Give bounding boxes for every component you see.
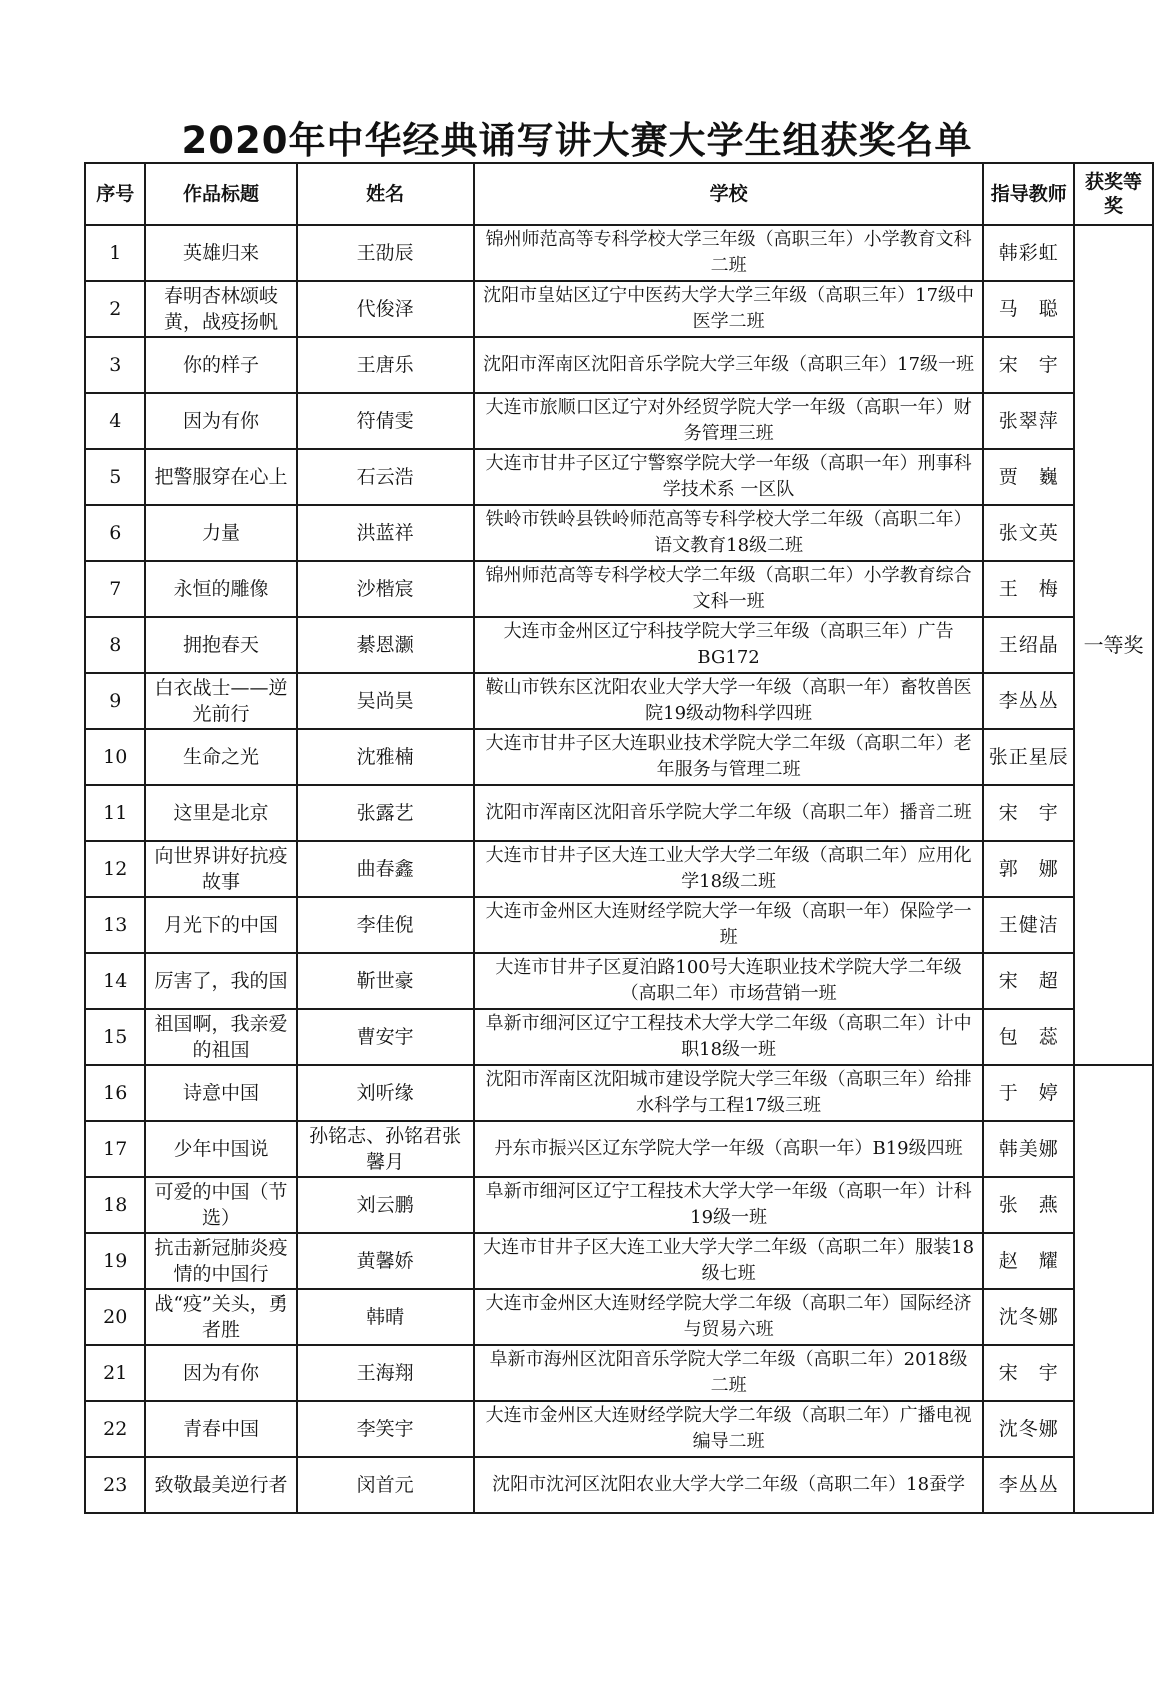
row-work-title: 祖国啊，我亲爱的祖国 (145, 1009, 296, 1065)
row-work-title: 月光下的中国 (145, 897, 296, 953)
header-no: 序号 (85, 163, 145, 225)
row-no: 20 (85, 1289, 145, 1345)
table-row (85, 953, 1153, 1009)
row-school: 大连市金州区辽宁科技学院大学三年级（高职三年）广告BG172 (474, 617, 984, 673)
award-roster-table (84, 162, 1154, 1514)
row-work-title: 白衣战士——逆光前行 (145, 673, 296, 729)
row-no: 21 (85, 1345, 145, 1401)
row-work-title: 致敬最美逆行者 (145, 1457, 296, 1513)
row-no: 9 (85, 673, 145, 729)
row-work-title: 把警服穿在心上 (145, 449, 296, 505)
row-work-title: 抗击新冠肺炎疫情的中国行 (145, 1233, 296, 1289)
row-work-title: 厉害了，我的国 (145, 953, 296, 1009)
row-work-title: 生命之光 (145, 729, 296, 785)
table-row (85, 393, 1153, 449)
row-work-title: 因为有你 (145, 393, 296, 449)
row-teacher: 张正星辰 (983, 729, 1074, 785)
row-name: 王海翔 (297, 1345, 474, 1401)
row-teacher: 宋 宇 (983, 1345, 1074, 1401)
row-name: 闵首元 (297, 1457, 474, 1513)
row-work-title: 你的样子 (145, 337, 296, 393)
row-school: 阜新市细河区辽宁工程技术大学大学二年级（高职二年）计中职18级一班 (474, 1009, 984, 1065)
row-name: 沙楷宸 (297, 561, 474, 617)
table-row (85, 281, 1153, 337)
row-school: 大连市金州区大连财经学院大学二年级（高职二年）广播电视编导二班 (474, 1401, 984, 1457)
row-teacher: 王健洁 (983, 897, 1074, 953)
row-no: 22 (85, 1401, 145, 1457)
row-school: 沈阳市沈河区沈阳农业大学大学二年级（高职二年）18蚕学 (474, 1457, 984, 1513)
table-row (85, 785, 1153, 841)
table-row (85, 337, 1153, 393)
header-teacher: 指导教师 (983, 163, 1074, 225)
row-name: 王劭辰 (297, 225, 474, 281)
row-school: 沈阳市浑南区沈阳音乐学院大学二年级（高职二年）播音二班 (474, 785, 984, 841)
row-teacher: 张翠萍 (983, 393, 1074, 449)
row-name: 曲春鑫 (297, 841, 474, 897)
row-teacher: 李丛丛 (983, 1457, 1074, 1513)
row-school: 大连市甘井子区大连工业大学大学二年级（高职二年）服装18级七班 (474, 1233, 984, 1289)
row-teacher: 沈冬娜 (983, 1289, 1074, 1345)
header-school: 学校 (474, 163, 984, 225)
row-school: 大连市甘井子区大连职业技术学院大学二年级（高职二年）老年服务与管理二班 (474, 729, 984, 785)
row-teacher: 郭 娜 (983, 841, 1074, 897)
table-row (85, 449, 1153, 505)
row-name: 王唐乐 (297, 337, 474, 393)
table-header-row (85, 163, 1153, 225)
row-no: 11 (85, 785, 145, 841)
row-no: 15 (85, 1009, 145, 1065)
row-no: 1 (85, 225, 145, 281)
row-no: 19 (85, 1233, 145, 1289)
row-teacher: 宋 超 (983, 953, 1074, 1009)
row-teacher: 王绍晶 (983, 617, 1074, 673)
header-name: 姓名 (297, 163, 474, 225)
row-work-title: 诗意中国 (145, 1065, 296, 1121)
row-work-title: 可爱的中国（节选） (145, 1177, 296, 1233)
row-name: 刘听缘 (297, 1065, 474, 1121)
row-teacher: 韩彩虹 (983, 225, 1074, 281)
row-teacher: 张 燕 (983, 1177, 1074, 1233)
row-work-title: 永恒的雕像 (145, 561, 296, 617)
row-no: 2 (85, 281, 145, 337)
row-work-title: 因为有你 (145, 1345, 296, 1401)
row-name: 符倩雯 (297, 393, 474, 449)
row-no: 23 (85, 1457, 145, 1513)
row-teacher: 宋 宇 (983, 785, 1074, 841)
row-school: 沈阳市皇姑区辽宁中医药大学大学三年级（高职三年）17级中医学二班 (474, 281, 984, 337)
row-teacher: 沈冬娜 (983, 1401, 1074, 1457)
row-work-title: 战“疫”关头，勇者胜 (145, 1289, 296, 1345)
row-name: 沈雅楠 (297, 729, 474, 785)
table-row (85, 617, 1153, 673)
row-no: 8 (85, 617, 145, 673)
page-title: 2020年中华经典诵写讲大赛大学生组获奖名单 (181, 119, 973, 162)
table-row (85, 1009, 1153, 1065)
row-no: 17 (85, 1121, 145, 1177)
table-row (85, 1457, 1153, 1513)
row-school: 大连市金州区大连财经学院大学二年级（高职二年）国际经济与贸易六班 (474, 1289, 984, 1345)
row-no: 5 (85, 449, 145, 505)
table-row (85, 841, 1153, 897)
row-name: 吴尚昊 (297, 673, 474, 729)
row-name: 韩晴 (297, 1289, 474, 1345)
row-teacher: 赵 耀 (983, 1233, 1074, 1289)
row-teacher: 韩美娜 (983, 1121, 1074, 1177)
row-school: 大连市金州区大连财经学院大学一年级（高职一年）保险学一班 (474, 897, 984, 953)
row-school: 锦州师范高等专科学校大学三年级（高职三年）小学教育文科二班 (474, 225, 984, 281)
table-row (85, 1065, 1153, 1121)
row-work-title: 向世界讲好抗疫故事 (145, 841, 296, 897)
row-name: 靳世豪 (297, 953, 474, 1009)
table-row (85, 561, 1153, 617)
table-row (85, 1177, 1153, 1233)
row-teacher: 贾 巍 (983, 449, 1074, 505)
table-row (85, 225, 1153, 281)
row-school: 大连市甘井子区夏泊路100号大连职业技术学院大学二年级（高职二年）市场营销一班 (474, 953, 984, 1009)
table-body (85, 225, 1153, 1513)
row-no: 3 (85, 337, 145, 393)
row-teacher: 于 婷 (983, 1065, 1074, 1121)
row-name: 孙铭志、孙铭君张馨月 (297, 1121, 474, 1177)
row-no: 13 (85, 897, 145, 953)
row-work-title: 青春中国 (145, 1401, 296, 1457)
row-name: 李佳倪 (297, 897, 474, 953)
table-row (85, 505, 1153, 561)
row-school: 锦州师范高等专科学校大学二年级（高职二年）小学教育综合文科一班 (474, 561, 984, 617)
row-teacher: 张文英 (983, 505, 1074, 561)
row-name: 曹安宇 (297, 1009, 474, 1065)
row-no: 14 (85, 953, 145, 1009)
row-no: 16 (85, 1065, 145, 1121)
row-teacher: 马 聪 (983, 281, 1074, 337)
table-row (85, 729, 1153, 785)
row-work-title: 拥抱春天 (145, 617, 296, 673)
row-school: 丹东市振兴区辽东学院大学一年级（高职一年）B19级四班 (474, 1121, 984, 1177)
row-name: 刘云鹏 (297, 1177, 474, 1233)
row-no: 7 (85, 561, 145, 617)
row-name: 张露艺 (297, 785, 474, 841)
row-no: 12 (85, 841, 145, 897)
row-teacher: 包 蕊 (983, 1009, 1074, 1065)
row-work-title: 春明杏林颂岐黄，战疫扬帆 (145, 281, 296, 337)
table-row (85, 673, 1153, 729)
row-school: 大连市旅顺口区辽宁对外经贸学院大学一年级（高职一年）财务管理三班 (474, 393, 984, 449)
row-school: 沈阳市浑南区沈阳城市建设学院大学三年级（高职三年）给排水科学与工程17级三班 (474, 1065, 984, 1121)
row-work-title: 力量 (145, 505, 296, 561)
row-name: 洪蓝祥 (297, 505, 474, 561)
row-school: 阜新市细河区辽宁工程技术大学大学一年级（高职一年）计科19级一班 (474, 1177, 984, 1233)
row-no: 10 (85, 729, 145, 785)
header-award: 获奖等奖 (1074, 163, 1153, 225)
table-row (85, 897, 1153, 953)
row-name: 李笑宇 (297, 1401, 474, 1457)
table-row (85, 1401, 1153, 1457)
row-no: 6 (85, 505, 145, 561)
table-row (85, 1345, 1153, 1401)
row-school: 沈阳市浑南区沈阳音乐学院大学三年级（高职三年）17级一班 (474, 337, 984, 393)
row-teacher: 王 梅 (983, 561, 1074, 617)
award-level-cell: 一等奖 (1074, 225, 1153, 1065)
row-school: 阜新市海州区沈阳音乐学院大学二年级（高职二年）2018级二班 (474, 1345, 984, 1401)
row-name: 代俊泽 (297, 281, 474, 337)
row-name: 綦恩灏 (297, 617, 474, 673)
table-row (85, 1289, 1153, 1345)
row-school: 大连市甘井子区大连工业大学大学二年级（高职二年）应用化学18级二班 (474, 841, 984, 897)
table-row (85, 1233, 1153, 1289)
row-work-title: 少年中国说 (145, 1121, 296, 1177)
header-work-title: 作品标题 (145, 163, 296, 225)
row-work-title: 这里是北京 (145, 785, 296, 841)
row-no: 18 (85, 1177, 145, 1233)
row-school: 鞍山市铁东区沈阳农业大学大学一年级（高职一年）畜牧兽医院19级动物科学四班 (474, 673, 984, 729)
row-name: 石云浩 (297, 449, 474, 505)
award-level-cell (1074, 1065, 1153, 1513)
row-work-title: 英雄归来 (145, 225, 296, 281)
row-school: 大连市甘井子区辽宁警察学院大学一年级（高职一年）刑事科学技术系 一区队 (474, 449, 984, 505)
table-row (85, 1121, 1153, 1177)
row-teacher: 李丛丛 (983, 673, 1074, 729)
row-name: 黄馨娇 (297, 1233, 474, 1289)
row-teacher: 宋 宇 (983, 337, 1074, 393)
row-no: 4 (85, 393, 145, 449)
row-school: 铁岭市铁岭县铁岭师范高等专科学校大学二年级（高职二年）语文教育18级二班 (474, 505, 984, 561)
